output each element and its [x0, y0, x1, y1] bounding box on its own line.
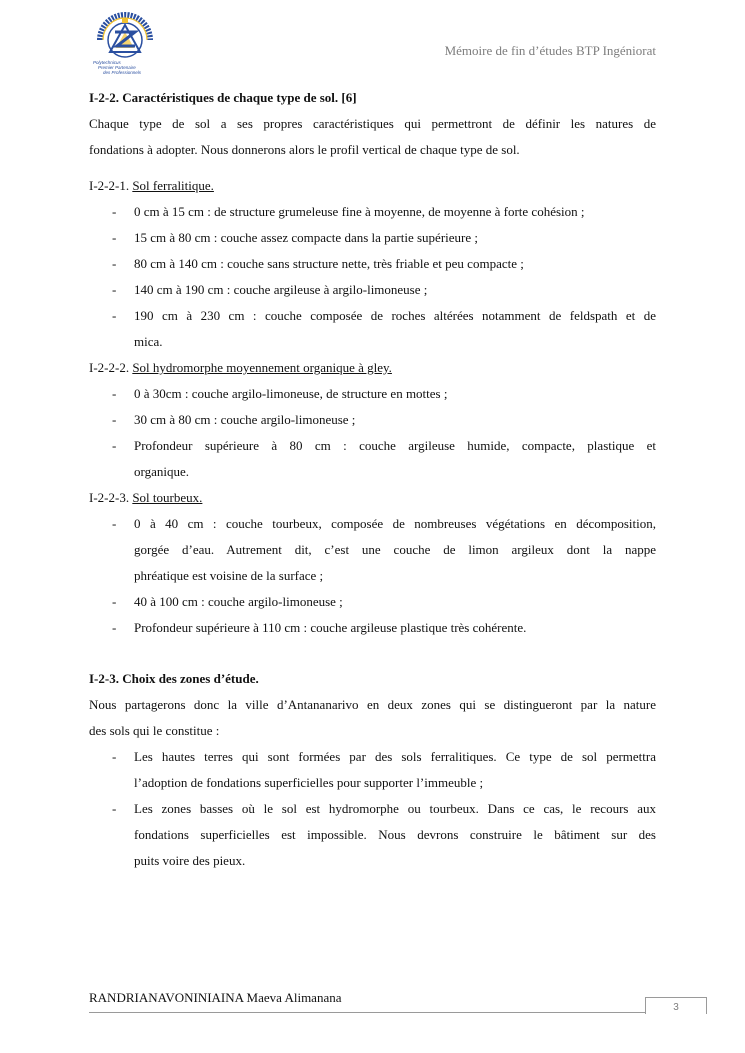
section-heading: I-2-3. Choix des zones d’étude.: [89, 671, 259, 686]
logo-tagline: Polytechnicus Premier Partenaire des Professionnels: [93, 60, 142, 75]
paragraph-line: Chaque type de sol a ses propres caractéristiques qui permettront de définir les natures de: [89, 116, 656, 131]
page-content: [89, 85, 656, 874]
list-item: - 40 à 100 cm : couche argilo-limoneuse ;: [112, 594, 343, 609]
list-item: - Profondeur supérieure à 80 cm : couche argileuse humide, compacte, plastique et: [112, 438, 656, 453]
subsection-heading: I-2-2-3. Sol tourbeux.: [89, 490, 203, 505]
list-item: - 0 à 40 cm : couche tourbeux, composée de nombreuses végétations en décomposition,: [112, 516, 656, 531]
page-number: 3: [645, 997, 707, 1014]
paragraph-line: fondations à adopter. Nous donnerons alors le profil vertical de chaque type de sol.: [89, 142, 520, 157]
list-item: - 0 cm à 15 cm : de structure grumeleuse fine à moyenne, de moyenne à forte cohésion ;: [112, 204, 585, 219]
list-item-continuation: fondations superficielles est impossible. Nous devrons construire le bâtiment sur des: [134, 827, 656, 842]
list-item-continuation: mica.: [134, 334, 163, 349]
list-item: - Les hautes terres qui sont formées par des sols ferralitiques. Ce type de sol permettra: [112, 749, 656, 764]
list-item-continuation: gorgée d’eau. Autrement dit, c’est une couche de limon argileux dont la nappe: [134, 542, 656, 557]
footer-author: RANDRIANAVONINIAINA Maeva Alimanana: [89, 990, 342, 1005]
paragraph-line: des sols qui le constitue :: [89, 723, 220, 738]
list-item-continuation: l’adoption de fondations superficielles pour supporter l’immeuble ;: [134, 775, 484, 790]
subsection-heading: I-2-2-2. Sol hydromorphe moyennement organique à gley.: [89, 360, 392, 375]
list-item: - Profondeur supérieure à 110 cm : couche argileuse plastique très cohérente.: [112, 620, 527, 635]
list-item: - Les zones basses où le sol est hydromorphe ou tourbeux. Dans ce cas, le recours aux: [112, 801, 656, 816]
list-item: - 80 cm à 140 cm : couche sans structure nette, très friable et peu compacte ;: [112, 256, 524, 271]
list-item: - 0 à 30cm : couche argilo-limoneuse, de structure en mottes ;: [112, 386, 448, 401]
list-item: - 15 cm à 80 cm : couche assez compacte dans la partie supérieure ;: [112, 230, 478, 245]
header-title: Mémoire de fin d’études BTP Ingéniorat: [444, 43, 656, 58]
subsection-heading: I-2-2-1. Sol ferralitique.: [89, 178, 214, 193]
list-item: - 30 cm à 80 cm : couche argilo-limoneuse ;: [112, 412, 356, 427]
section-heading: I-2-2. Caractéristiques de chaque type de sol. [6]: [89, 90, 357, 105]
footer-divider: [89, 1012, 706, 1013]
paragraph-line: Nous partagerons donc la ville d’Antananarivo en deux zones qui se distingueront par la nature: [89, 697, 656, 712]
list-item: - 140 cm à 190 cm : couche argileuse à argilo-limoneuse ;: [112, 282, 428, 297]
list-item: - 190 cm à 230 cm : couche composée de roches altérées notamment de feldspath et de: [112, 308, 656, 323]
list-item-continuation: phréatique est voisine de la surface ;: [134, 568, 324, 583]
list-item-continuation: organique.: [134, 464, 189, 479]
list-item-continuation: puits voire des pieux.: [134, 853, 246, 868]
